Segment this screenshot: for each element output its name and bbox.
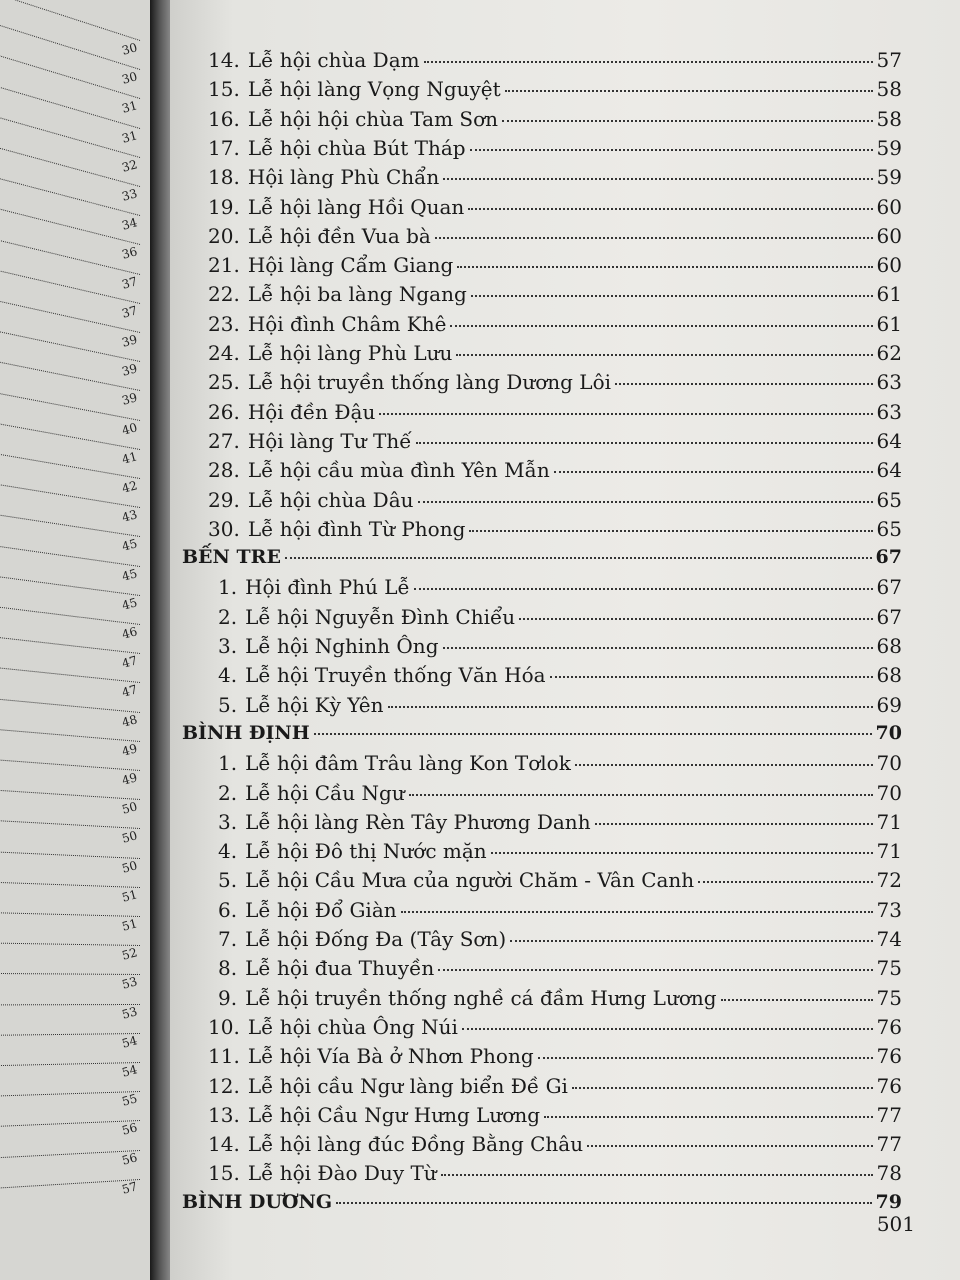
toc-entry — [218, 986, 902, 1010]
toc-entry — [208, 488, 902, 512]
left-page-leader — [0, 912, 140, 917]
left-page-number: 41 — [120, 449, 139, 467]
toc-page-number: 63 — [876, 399, 902, 424]
dot-leader — [471, 295, 873, 297]
toc-entry-label: Lễ hội Đô thị Nước mặn — [245, 839, 487, 864]
toc-entry-label: Lễ hội cầu Ngư làng biển Đề Gi — [247, 1073, 568, 1098]
toc-entry-label: Lễ hội Kỳ Yên — [245, 692, 384, 717]
dot-leader — [462, 1028, 873, 1030]
toc-entry-label: Hội đình Phú Lễ — [245, 575, 410, 600]
toc-entry — [208, 400, 902, 424]
left-page-number: 54 — [120, 1062, 139, 1080]
left-page-leader — [0, 391, 140, 420]
toc-entry-label: Lễ hội truyền thống làng Dương Lôi — [247, 370, 612, 395]
left-page-number: 31 — [120, 127, 139, 146]
left-page-number: 32 — [120, 157, 139, 175]
toc-entry-number: 17. — [208, 135, 240, 160]
left-page-leader — [0, 1091, 140, 1097]
left-page-leader — [0, 24, 140, 70]
toc-entry-number: 19. — [208, 194, 240, 219]
toc-entry — [208, 77, 902, 101]
dot-leader — [416, 442, 873, 444]
dot-leader — [550, 676, 873, 678]
left-page-leader — [0, 851, 140, 859]
toc-entry-number: 1. — [218, 575, 238, 600]
toc-page-number: 59 — [876, 165, 902, 190]
dot-leader — [443, 178, 872, 180]
toc-entry-label: Lễ hội đình Từ Phong — [247, 516, 466, 541]
toc-page-number: 65 — [876, 487, 902, 512]
left-page-number: 37 — [120, 273, 139, 292]
toc-entry-number: 7. — [218, 927, 238, 951]
dot-leader — [554, 471, 873, 473]
left-page-leader — [0, 1062, 140, 1066]
left-page-number: 39 — [120, 332, 139, 350]
toc-entry — [208, 165, 902, 189]
toc-entry — [208, 1161, 902, 1185]
toc-page-number: 62 — [876, 341, 902, 365]
left-page-number: 51 — [120, 887, 139, 905]
left-page-leader — [0, 1033, 140, 1036]
dot-leader — [510, 940, 872, 942]
left-page-number: 49 — [120, 770, 139, 788]
toc-entry-number: 13. — [208, 1102, 240, 1127]
left-page-number: 39 — [120, 390, 139, 409]
left-page-number: 47 — [120, 682, 139, 701]
dot-leader — [457, 266, 872, 268]
toc-entry — [218, 751, 902, 775]
left-page-number: 51 — [120, 916, 139, 934]
toc-page-number: 70 — [876, 780, 902, 805]
toc-section-heading — [182, 722, 902, 744]
toc-page-number: 68 — [876, 634, 902, 658]
left-page-number: 56 — [120, 1149, 139, 1168]
left-page-leader — [0, 147, 140, 187]
left-page-leader — [0, 514, 140, 538]
toc-entry-number: 11. — [208, 1044, 240, 1069]
toc-page-number: 60 — [876, 223, 902, 248]
toc-entry — [208, 282, 902, 306]
toc-entry — [218, 693, 902, 717]
toc-entry-number: 6. — [218, 897, 238, 922]
dot-leader — [544, 1116, 873, 1118]
toc-page-number: 76 — [876, 1044, 902, 1069]
toc-entry-number: 16. — [208, 106, 240, 131]
toc-entry — [218, 634, 902, 658]
toc-heading-label: BẾN TRE — [182, 546, 281, 569]
toc-entry-number: 12. — [208, 1073, 240, 1098]
toc-entry — [208, 458, 902, 482]
left-page-number: 45 — [120, 536, 139, 555]
dot-leader — [470, 149, 873, 151]
toc-entry-label: Lễ hội Đống Đa (Tây Sơn) — [245, 927, 507, 951]
toc-entry — [208, 370, 902, 394]
toc-page-number: 67 — [876, 575, 902, 600]
toc-entry-label: Lễ hội chùa Ông Núi — [247, 1014, 458, 1039]
toc-page-number: 63 — [876, 370, 902, 395]
toc-entry — [208, 253, 902, 277]
toc-entry-number: 22. — [208, 282, 240, 307]
dot-leader — [519, 618, 872, 620]
toc-entry — [218, 868, 902, 892]
toc-entry-number: 1. — [218, 751, 238, 776]
toc-entry-number: 2. — [218, 604, 238, 629]
left-page-number: 52 — [120, 945, 139, 963]
toc-entry-number: 24. — [208, 341, 240, 365]
toc-page-number: 73 — [876, 897, 902, 922]
toc-entry-number: 20. — [208, 223, 240, 248]
left-page-leader — [0, 238, 140, 274]
toc-entry-number: 21. — [208, 253, 240, 278]
dot-leader — [538, 1057, 873, 1059]
toc-entry-label: Lễ hội đâm Trâu làng Kon Tơlok — [245, 751, 571, 776]
toc-entry-number: 14. — [208, 1132, 240, 1157]
toc-entry-label: Hội làng Tư Thế — [247, 428, 412, 453]
left-page-number: 53 — [120, 1003, 139, 1022]
left-page-number: 30 — [120, 69, 139, 87]
dot-leader — [379, 413, 872, 415]
dot-leader — [469, 530, 872, 532]
left-page-leader — [0, 790, 140, 801]
toc-entry-number: 15. — [208, 1161, 240, 1186]
left-page-number: 31 — [120, 98, 139, 117]
toc-entry-label: Lễ hội Nghinh Ông — [245, 634, 439, 658]
left-page-number: 42 — [120, 478, 139, 496]
toc-entry — [208, 195, 902, 219]
dot-leader — [435, 237, 873, 239]
toc-entry-number: 27. — [208, 428, 240, 453]
toc-page-number: 61 — [876, 282, 902, 307]
toc-entry — [208, 48, 902, 72]
left-page-number: 36 — [120, 244, 139, 263]
toc-entry-label: Lễ hội chùa Dạm — [247, 48, 420, 72]
dot-leader — [505, 90, 873, 92]
left-page-number: 46 — [120, 624, 139, 642]
toc-page-number: 58 — [876, 77, 902, 102]
toc-entry-number: 28. — [208, 458, 240, 483]
left-page-number: 56 — [120, 1120, 139, 1139]
toc-page-number: 70 — [875, 721, 902, 744]
toc-entry-label: Lễ hội Truyền thống Văn Hóa — [245, 663, 546, 688]
dot-leader — [438, 969, 872, 971]
toc-page-number: 69 — [876, 692, 902, 717]
toc-entry — [208, 136, 902, 160]
toc-page-number: 59 — [876, 135, 902, 160]
left-page-leader — [0, 943, 140, 946]
left-page-leader — [0, 300, 140, 333]
dot-leader — [443, 647, 873, 649]
toc-entry-label: Lễ hội Cầu Mưa của người Chăm - Vân Canh — [245, 868, 695, 893]
toc-entry-label: Lễ hội làng đúc Đồng Bằng Châu — [247, 1132, 584, 1157]
toc-entry — [218, 781, 902, 805]
left-page-leader — [0, 636, 140, 654]
left-page-leader — [0, 667, 140, 683]
toc-entry — [208, 107, 902, 131]
toc-entry — [208, 341, 902, 365]
toc-heading-label: BÌNH ĐỊNH — [182, 721, 310, 744]
toc-entry-label: Lễ hội truyền thống nghề cá đầm Hưng Lương — [245, 985, 717, 1010]
toc-page-number: 65 — [876, 516, 902, 541]
left-page-leader — [0, 1150, 140, 1159]
left-page-leader — [0, 973, 140, 975]
toc-entry — [218, 927, 902, 951]
toc-page-number: 75 — [876, 985, 902, 1010]
toc-entry-number: 25. — [208, 370, 240, 395]
toc-entry-label: Lễ hội làng Rèn Tây Phương Danh — [245, 809, 591, 834]
left-page-number: 50 — [120, 828, 139, 847]
left-page-leader — [0, 881, 140, 887]
toc-entry — [218, 839, 902, 863]
left-page-number: 49 — [120, 741, 139, 759]
dot-leader — [572, 1087, 873, 1089]
toc-page-number: 75 — [876, 956, 902, 981]
toc-entry-number: 2. — [218, 780, 238, 805]
toc-entry-label: Lễ hội làng Hồi Quan — [247, 194, 465, 219]
toc-entry-label: Lễ hội Cầu Ngư Hưng Lương — [247, 1102, 541, 1127]
toc-entry — [208, 312, 902, 336]
toc-entry-label: Lễ hội làng Phù Lưu — [247, 341, 453, 365]
toc-entry-number: 23. — [208, 311, 240, 336]
dot-leader — [491, 852, 873, 854]
toc-entry — [208, 1015, 902, 1039]
left-page-leader — [0, 483, 140, 508]
toc-section-heading — [182, 546, 902, 568]
toc-page-number: 60 — [876, 194, 902, 219]
left-page-number: 43 — [120, 507, 139, 525]
toc-entry-number: 26. — [208, 399, 240, 424]
left-page-leader — [0, 820, 140, 829]
dot-leader — [502, 120, 873, 122]
toc-entry-label: Hội làng Phù Chẩn — [247, 165, 440, 190]
toc-page-number: 60 — [876, 253, 902, 278]
toc-entry-label: Lễ hội Cầu Ngư — [245, 780, 405, 805]
dot-leader — [409, 794, 873, 796]
toc-page-number: 79 — [875, 1190, 902, 1213]
toc-page-number: 77 — [876, 1102, 902, 1127]
toc-page-number: 64 — [876, 428, 902, 453]
left-page-leader — [0, 728, 140, 742]
toc-entry — [208, 224, 902, 248]
toc-entry-label: Lễ hội Vía Bà ở Nhơn Phong — [247, 1044, 534, 1069]
page-folio: 501 — [876, 1212, 915, 1236]
left-page-number: 39 — [120, 361, 139, 379]
toc-entry — [218, 898, 902, 922]
left-page-number: 45 — [120, 565, 139, 584]
dot-leader — [587, 1145, 872, 1147]
left-page-number: 54 — [120, 1033, 139, 1051]
right-page — [170, 0, 960, 1280]
toc-entry-number: 4. — [218, 839, 238, 864]
toc-page-number: 67 — [875, 546, 902, 569]
toc-entry — [208, 1103, 902, 1127]
toc-entry — [218, 956, 902, 980]
toc-entry-number: 29. — [208, 487, 240, 512]
left-page-leader — [0, 544, 140, 566]
toc-entry-label: Lễ hội cầu mùa đình Yên Mẫn — [247, 458, 550, 483]
toc-section-heading — [182, 1191, 902, 1213]
toc-page-number: 71 — [876, 809, 902, 834]
left-page-leader — [0, 177, 140, 216]
left-page-number: 40 — [120, 419, 139, 438]
dot-leader — [418, 501, 873, 503]
left-page-leader — [0, 453, 140, 479]
dot-leader — [698, 881, 872, 883]
toc-entry-number: 3. — [218, 809, 238, 834]
toc-page-number: 68 — [876, 663, 902, 688]
left-page-leader — [0, 698, 140, 713]
left-page-number: 50 — [120, 857, 139, 876]
toc-entry-label: Lễ hội làng Vọng Nguyệt — [247, 77, 501, 102]
toc-entry — [218, 810, 902, 834]
dot-leader — [336, 1202, 871, 1204]
toc-entry-number: 9. — [218, 985, 238, 1010]
left-page-leader — [0, 269, 140, 304]
dot-leader — [414, 588, 873, 590]
left-page-number: 30 — [120, 40, 139, 58]
left-page-number: 34 — [120, 215, 139, 233]
left-page-leader — [0, 575, 140, 596]
left-page-leader — [0, 1120, 140, 1127]
dot-leader — [441, 1174, 873, 1176]
left-page-number: 53 — [120, 974, 139, 993]
toc-entry-number: 15. — [208, 77, 240, 102]
toc-entry-label: Lễ hội chùa Dâu — [247, 487, 414, 512]
dot-leader — [388, 706, 873, 708]
left-page-leader — [0, 208, 140, 246]
toc-entry — [208, 1044, 902, 1068]
toc-entry-number: 3. — [218, 634, 238, 658]
left-page-number: 48 — [120, 711, 139, 730]
toc-page-number: 77 — [876, 1132, 902, 1157]
toc-entry — [208, 517, 902, 541]
dot-leader — [314, 733, 872, 735]
dot-leader — [468, 208, 872, 210]
toc-entry-label: Lễ hội chùa Bút Tháp — [247, 135, 466, 160]
toc-entry-number: 5. — [218, 692, 238, 717]
toc-entry — [208, 1132, 902, 1156]
toc-entry-number: 10. — [208, 1014, 240, 1039]
left-page-leader — [0, 330, 140, 362]
left-page-leader — [0, 1004, 140, 1005]
toc-page-number: 67 — [876, 604, 902, 629]
toc-entry — [208, 429, 902, 453]
dot-leader — [285, 557, 872, 559]
dot-leader — [615, 383, 873, 385]
toc-page-number: 61 — [876, 311, 902, 336]
toc-page-number: 76 — [876, 1014, 902, 1039]
toc-heading-label: BÌNH DƯƠNG — [182, 1190, 333, 1213]
dot-leader — [456, 354, 872, 356]
toc-entry-number: 8. — [218, 956, 238, 981]
dot-leader — [450, 325, 872, 327]
dot-leader — [721, 999, 873, 1001]
toc-entry-number: 5. — [218, 868, 238, 893]
toc-entry — [218, 575, 902, 599]
toc-entry-label: Hội làng Cẩm Giang — [247, 253, 454, 278]
toc-page-number: 58 — [876, 106, 902, 131]
toc-page-number: 76 — [876, 1073, 902, 1098]
left-page-number: 50 — [120, 799, 139, 817]
toc-page-number: 64 — [876, 458, 902, 483]
left-page-number: 47 — [120, 653, 139, 671]
left-page-leader — [0, 0, 140, 41]
toc-entry-label: Hội đình Châm Khê — [247, 311, 447, 336]
toc-entry-number: 30. — [208, 516, 240, 541]
toc-entry-label: Lễ hội hội chùa Tam Sơn — [247, 106, 499, 131]
toc-entry-label: Lễ hội Nguyễn Đình Chiểu — [245, 604, 516, 629]
left-page-number: 33 — [120, 186, 139, 204]
left-page-leader — [0, 759, 140, 771]
toc-entry — [218, 605, 902, 629]
toc-page-number: 72 — [876, 868, 902, 893]
toc-entry-label: Lễ hội ba làng Ngang — [247, 282, 467, 307]
toc-entry-label: Lễ hội Đổ Giàn — [245, 897, 397, 922]
left-page-leader — [0, 361, 140, 392]
dot-leader — [575, 764, 873, 766]
left-page-leader — [0, 419, 140, 450]
dot-leader — [595, 823, 873, 825]
left-page-number: 57 — [120, 1179, 139, 1197]
toc-page-number: 70 — [876, 751, 902, 776]
toc-entry-label: Hội đền Đậu — [247, 399, 376, 424]
toc-page-number: 74 — [876, 927, 902, 951]
toc-entry-label: Lễ hội đền Vua bà — [247, 223, 431, 248]
toc-entry — [208, 1074, 902, 1098]
dot-leader — [401, 911, 873, 913]
left-page-number: 45 — [120, 595, 139, 613]
toc-entry-number: 4. — [218, 663, 238, 688]
left-page-number: 37 — [120, 303, 139, 321]
left-page-number: 55 — [120, 1091, 139, 1109]
toc-entry-label: Lễ hội đua Thuyền — [245, 956, 435, 981]
toc-page-number: 71 — [876, 839, 902, 864]
left-page-leader — [0, 1179, 140, 1189]
toc-entry-number: 14. — [208, 48, 240, 72]
toc-entry-number: 18. — [208, 165, 240, 190]
toc-entry-label: Lễ hội Đào Duy Từ — [247, 1161, 437, 1186]
toc-page-number: 57 — [876, 48, 902, 72]
toc-page-number: 78 — [876, 1161, 902, 1186]
dot-leader — [424, 61, 873, 63]
left-page-leader — [0, 606, 140, 625]
left-page — [0, 0, 156, 1280]
toc-entry — [218, 663, 902, 687]
